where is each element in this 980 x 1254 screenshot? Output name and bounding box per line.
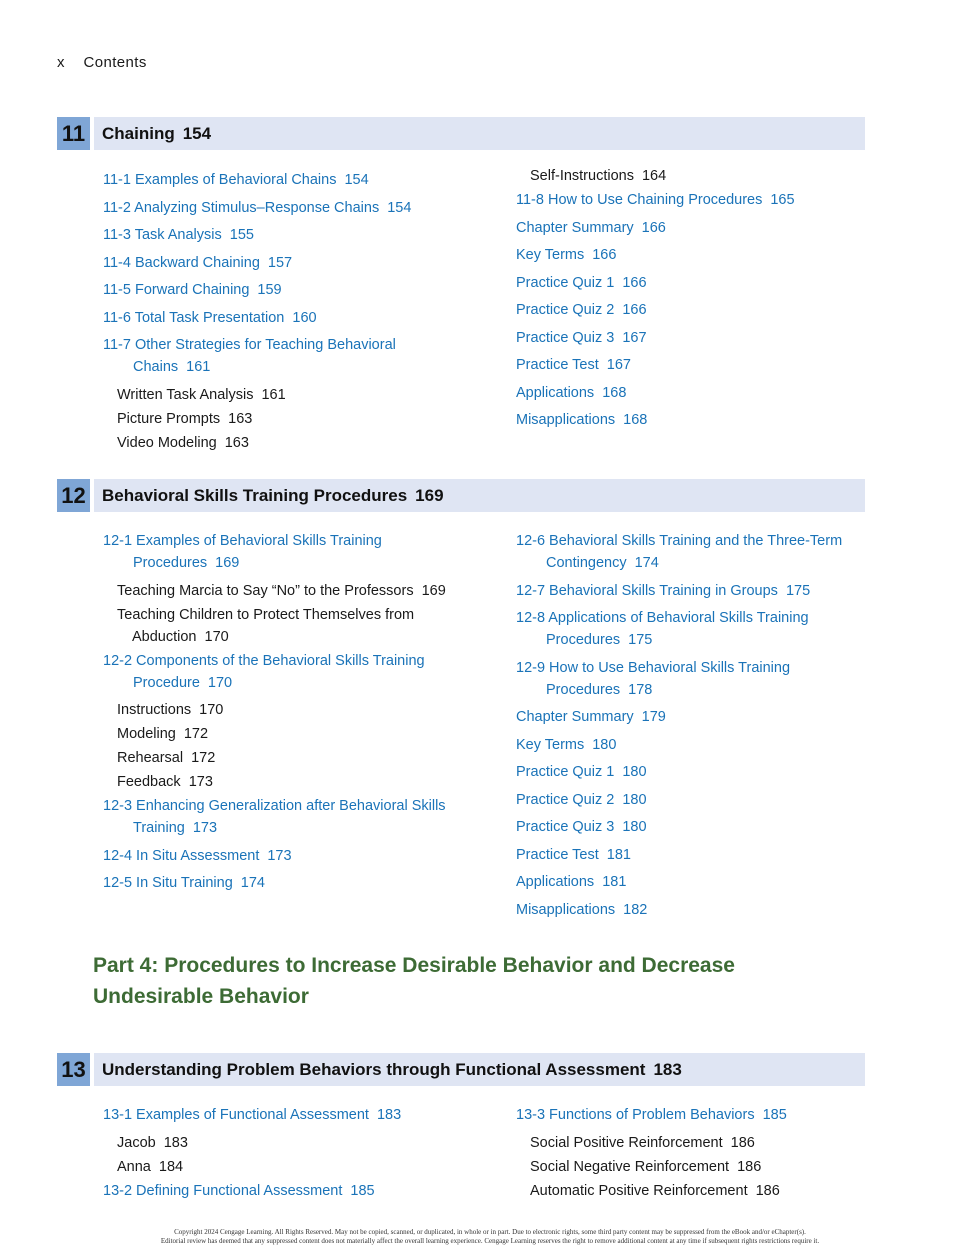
toc-entry-link[interactable] — [103, 197, 463, 219]
toc-entry-title: Video Modeling — [117, 434, 217, 451]
toc-entry-title: 12-9 How to Use Behavioral Skills Training — [516, 659, 791, 676]
toc-entry-link[interactable] — [516, 871, 896, 893]
toc-entry-page: 174 — [240, 875, 265, 891]
copyright-line-1: Copyright 2024 Cengage Learning. All Rights Reserved. May not be copied, scanned, or duplicated, in whole or in part. Due to electronic rights, some third party content may be suppressed from the eBook and/or eChapter(s). — [174, 1228, 806, 1236]
chapter-title — [102, 1053, 682, 1086]
chapter-title-text: Understanding Problem Behaviors through Functional Assessment — [102, 1060, 646, 1079]
toc-entry-title: 11-4 Backward Chaining — [103, 254, 260, 271]
chapter-page: 183 — [653, 1060, 682, 1079]
toc-entry-title: 12-2 Components of the Behavioral Skills Training — [103, 652, 425, 669]
toc-entry-page: 181 — [602, 874, 627, 890]
toc-entry-link[interactable] — [103, 1104, 463, 1126]
toc-entry-title: Picture Prompts — [117, 410, 221, 427]
toc-entry-page: 155 — [229, 227, 254, 243]
toc-entry-link[interactable] — [516, 1104, 876, 1126]
copyright-notice — [0, 1228, 980, 1246]
chapter-title-text: Chaining — [102, 124, 175, 143]
toc-entry-title: Feedback — [117, 774, 181, 790]
toc-entry-page: 161 — [261, 386, 286, 403]
toc-subentry — [117, 580, 463, 602]
chapter-13-heading[interactable] — [57, 1053, 865, 1086]
toc-entry-page: 157 — [267, 254, 293, 271]
toc-entry-title: 11-6 Total Task Presentation — [103, 309, 285, 326]
chapter-title-bar — [94, 117, 865, 150]
toc-entry-title: Key Terms — [516, 736, 585, 753]
toc-entry-page: 161 — [186, 359, 211, 375]
toc-subentry — [117, 747, 463, 769]
toc-entry-page: 180 — [622, 791, 647, 808]
toc-entry-title: 11-8 How to Use Chaining Procedures — [516, 192, 763, 208]
toc-entry-page: 178 — [628, 681, 653, 698]
toc-entry-continuation — [516, 552, 896, 574]
toc-entry-title: Rehearsal — [117, 750, 184, 766]
toc-entry-title: Social Positive Reinforcement — [530, 1134, 723, 1151]
toc-entry-link[interactable] — [516, 327, 876, 349]
chapter-13-right-column — [516, 1104, 876, 1204]
toc-entry-title: Misapplications — [516, 412, 616, 428]
toc-entry-page: 185 — [350, 1182, 375, 1199]
chapter-12-left-column — [103, 530, 463, 900]
toc-entry-title: Social Negative Reinforcement — [530, 1158, 730, 1175]
toc-entry-page: 181 — [606, 846, 631, 863]
toc-entry-page: 165 — [770, 192, 795, 208]
toc-entry-link[interactable] — [516, 299, 876, 321]
toc-entry-title: 12-7 Behavioral Skills Training in Groups — [516, 582, 778, 599]
toc-entry-title-continued: Chains — [133, 359, 179, 375]
toc-entry-title: Anna — [117, 1158, 151, 1175]
toc-entry-page: 182 — [623, 901, 648, 918]
toc-entry-page: 166 — [641, 219, 666, 236]
toc-entry-title: Written Task Analysis — [117, 386, 254, 403]
toc-entry-title: Chapter Summary — [516, 219, 634, 236]
chapter-title — [102, 479, 444, 512]
toc-entry-title: 12-4 In Situ Assessment — [103, 847, 260, 864]
chapter-11-left-column — [103, 169, 463, 456]
page-header — [57, 54, 147, 71]
toc-entry-link[interactable] — [516, 217, 876, 239]
toc-entry-title: Practice Quiz 2 — [516, 791, 615, 808]
chapter-11-right-column — [516, 165, 876, 437]
toc-entry-link[interactable] — [516, 354, 876, 376]
toc-entry-title: 11-7 Other Strategies for Teaching Behavioral — [103, 337, 396, 353]
toc-entry-page: 168 — [623, 412, 648, 428]
toc-entry-title: 12-3 Enhancing Generalization after Behavioral Skills — [103, 798, 446, 814]
toc-entry-title-continued: Contingency — [546, 555, 627, 571]
toc-entry-link[interactable] — [103, 252, 463, 274]
toc-entry-continuation — [516, 679, 896, 701]
toc-entry-page: 160 — [292, 309, 317, 326]
toc-entry-title: Automatic Positive Reinforcement — [530, 1182, 748, 1199]
toc-subentry — [117, 723, 463, 745]
toc-subentry — [117, 604, 463, 648]
toc-entry-title: Applications — [516, 384, 595, 401]
toc-subentry — [530, 165, 876, 187]
toc-entry-link[interactable] — [103, 845, 463, 867]
toc-entry-title: Chapter Summary — [516, 709, 634, 725]
toc-entry-continuation — [103, 552, 463, 574]
toc-entry-link[interactable] — [103, 650, 463, 694]
toc-entry-page: 173 — [192, 820, 218, 836]
toc-entry-title: Key Terms — [516, 247, 585, 263]
toc-entry-title: Practice Quiz 1 — [516, 274, 615, 291]
toc-entry-title: Practice Quiz 1 — [516, 764, 615, 780]
chapter-number: 13 — [57, 1053, 90, 1086]
toc-entry-page: 166 — [592, 247, 617, 263]
toc-entry-page: 185 — [762, 1107, 787, 1123]
toc-entry-page: 175 — [628, 632, 653, 648]
toc-entry-page: 163 — [228, 410, 253, 427]
toc-entry-title: Practice Quiz 2 — [516, 302, 615, 318]
toc-entry-page: 186 — [737, 1158, 762, 1175]
toc-entry-continuation — [516, 629, 896, 651]
copyright-line-2: Editorial review has deemed that any suppressed content does not materially affect the overall learning experience. Cengage Learning reserves the right to remove additional content at any time if subsequent rights restrictions require it. — [160, 1237, 820, 1245]
toc-entry-link[interactable] — [103, 279, 463, 301]
toc-entry-title: Instructions — [117, 702, 192, 718]
toc-entry-link[interactable] — [103, 1180, 463, 1202]
toc-entry-page: 180 — [592, 736, 617, 753]
toc-entry-title: Practice Quiz 3 — [516, 819, 615, 835]
toc-entry-link[interactable] — [516, 189, 876, 211]
toc-entry-continuation — [103, 817, 463, 839]
toc-entry-title: 13-1 Examples of Functional Assessment — [103, 1107, 369, 1123]
toc-entry-link[interactable] — [516, 706, 896, 728]
toc-entry-link[interactable] — [516, 734, 896, 756]
toc-entry-page: 154 — [344, 172, 369, 188]
toc-entry-title: Practice Test — [516, 357, 599, 373]
toc-entry-title-continued: Procedures — [546, 632, 621, 648]
toc-entry-title: 11-2 Analyzing Stimulus–Response Chains — [103, 199, 380, 216]
toc-entry-title: Practice Quiz 3 — [516, 329, 615, 346]
toc-subentry — [117, 384, 463, 406]
toc-entry-link[interactable] — [103, 334, 463, 378]
toc-entry-link[interactable] — [516, 816, 896, 838]
toc-entry-page: 175 — [785, 582, 811, 599]
toc-entry-page: 166 — [622, 302, 647, 318]
toc-entry-title: 12-5 In Situ Training — [103, 875, 233, 891]
toc-entry-title: Applications — [516, 874, 595, 890]
toc-entry-page: 170 — [199, 702, 224, 718]
toc-entry-title: 12-8 Applications of Behavioral Skills Training — [516, 610, 809, 626]
toc-subentry — [530, 1156, 876, 1178]
toc-entry-continuation — [103, 356, 463, 378]
page-roman-numeral: x — [57, 54, 65, 71]
toc-entry-link[interactable] — [103, 872, 463, 894]
toc-entry-page: 163 — [224, 434, 249, 451]
toc-entry-page: 170 — [207, 674, 233, 691]
toc-entry-page: 173 — [267, 847, 292, 864]
toc-entry-page: 173 — [188, 774, 213, 790]
part-heading-line-1: Part 4: Procedures to Increase Desirable Behavior and Decrease — [93, 954, 735, 977]
chapter-title — [102, 117, 211, 150]
toc-entry-link[interactable] — [103, 795, 463, 839]
toc-entry-page: 159 — [257, 282, 282, 298]
chapter-number: 11 — [57, 117, 90, 150]
toc-entry-title: Teaching Children to Protect Themselves from — [117, 606, 415, 623]
toc-entry-title: 12-1 Examples of Behavioral Skills Training — [103, 533, 382, 549]
chapter-12-right-column — [516, 530, 896, 926]
chapter-13-left-column — [103, 1104, 463, 1207]
toc-entry-page: 179 — [641, 709, 666, 725]
toc-entry-page: 184 — [158, 1158, 184, 1175]
part-4-heading — [93, 950, 793, 1012]
toc-subentry — [117, 1132, 463, 1154]
toc-subentry — [117, 1156, 463, 1178]
toc-entry-title-continued: Procedures — [133, 555, 208, 571]
toc-entry-link[interactable] — [516, 580, 896, 602]
toc-entry-page: 180 — [622, 764, 647, 780]
toc-entry-title: 12-6 Behavioral Skills Training and the Three-Term — [516, 533, 843, 549]
toc-entry-link[interactable] — [516, 272, 876, 294]
toc-entry-title: 13-3 Functions of Problem Behaviors — [516, 1107, 755, 1123]
toc-entry-page: 183 — [163, 1134, 188, 1151]
chapter-title-bar — [94, 1053, 865, 1086]
toc-subentry — [530, 1132, 876, 1154]
page-header-title: Contents — [83, 54, 147, 71]
toc-entry-title: 11-1 Examples of Behavioral Chains — [103, 172, 337, 188]
toc-entry-title: Teaching Marcia to Say “No” to the Professors — [117, 582, 414, 599]
toc-entry-page: 172 — [191, 750, 216, 766]
toc-entry-title: Self-Instructions — [530, 168, 634, 184]
toc-entry-page: 169 — [215, 555, 240, 571]
toc-entry-page: 164 — [641, 168, 667, 184]
toc-entry-link[interactable] — [103, 224, 463, 246]
toc-entry-link[interactable] — [516, 244, 876, 266]
toc-subentry — [117, 432, 463, 454]
toc-entry-link[interactable] — [516, 899, 896, 921]
toc-entry-link[interactable] — [516, 409, 876, 431]
toc-entry-page: 168 — [602, 384, 627, 401]
toc-entry-title: 11-5 Forward Chaining — [103, 282, 250, 298]
toc-entry-title-continued: Procedures — [546, 681, 621, 698]
toc-entry-title-continued: Abduction — [132, 628, 197, 645]
toc-subentry — [530, 1180, 876, 1202]
toc-entry-page: 170 — [204, 628, 229, 645]
chapter-page: 154 — [182, 124, 212, 143]
toc-entry-title-continued: Procedure — [133, 674, 200, 691]
toc-entry-page: 186 — [755, 1182, 780, 1199]
toc-entry-link[interactable] — [103, 169, 463, 191]
toc-entry-title: Misapplications — [516, 901, 616, 918]
chapter-number: 12 — [57, 479, 90, 512]
toc-entry-link[interactable] — [516, 844, 896, 866]
toc-entry-link[interactable] — [516, 530, 896, 574]
toc-entry-continuation — [103, 672, 463, 694]
toc-subentry — [117, 408, 463, 430]
toc-entry-title: 13-2 Defining Functional Assessment — [103, 1182, 343, 1199]
toc-subentry — [117, 771, 463, 793]
toc-entry-page: 167 — [606, 357, 631, 373]
toc-entry-page: 169 — [421, 582, 446, 599]
toc-entry-page: 183 — [376, 1107, 402, 1123]
toc-entry-link[interactable] — [516, 657, 896, 701]
toc-entry-link[interactable] — [516, 789, 896, 811]
toc-subentry — [117, 699, 463, 721]
toc-entry-title: Modeling — [117, 726, 176, 742]
part-heading-line-2: Undesirable Behavior — [93, 985, 309, 1008]
chapter-11-heading[interactable] — [57, 117, 865, 150]
toc-entry-link[interactable] — [103, 307, 463, 329]
toc-entry-link[interactable] — [516, 382, 876, 404]
toc-entry-title: 11-3 Task Analysis — [103, 227, 222, 243]
chapter-title-bar — [94, 479, 865, 512]
toc-entry-page: 172 — [183, 726, 209, 742]
toc-entry-link[interactable] — [103, 530, 463, 574]
toc-entry-link[interactable] — [516, 607, 896, 651]
toc-entry-continuation — [117, 626, 463, 648]
chapter-title-text: Behavioral Skills Training Procedures — [102, 486, 408, 505]
toc-entry-page: 180 — [622, 819, 647, 835]
toc-entry-link[interactable] — [516, 761, 896, 783]
toc-entry-title: Practice Test — [516, 846, 599, 863]
chapter-12-heading[interactable] — [57, 479, 865, 512]
toc-entry-title: Jacob — [117, 1134, 156, 1151]
toc-entry-page: 166 — [622, 274, 647, 291]
toc-entry-title-continued: Training — [133, 820, 185, 836]
toc-entry-page: 186 — [730, 1134, 755, 1151]
chapter-page: 169 — [415, 486, 444, 505]
toc-entry-page: 174 — [634, 555, 659, 571]
toc-entry-page: 154 — [387, 199, 412, 216]
toc-entry-page: 167 — [622, 329, 647, 346]
